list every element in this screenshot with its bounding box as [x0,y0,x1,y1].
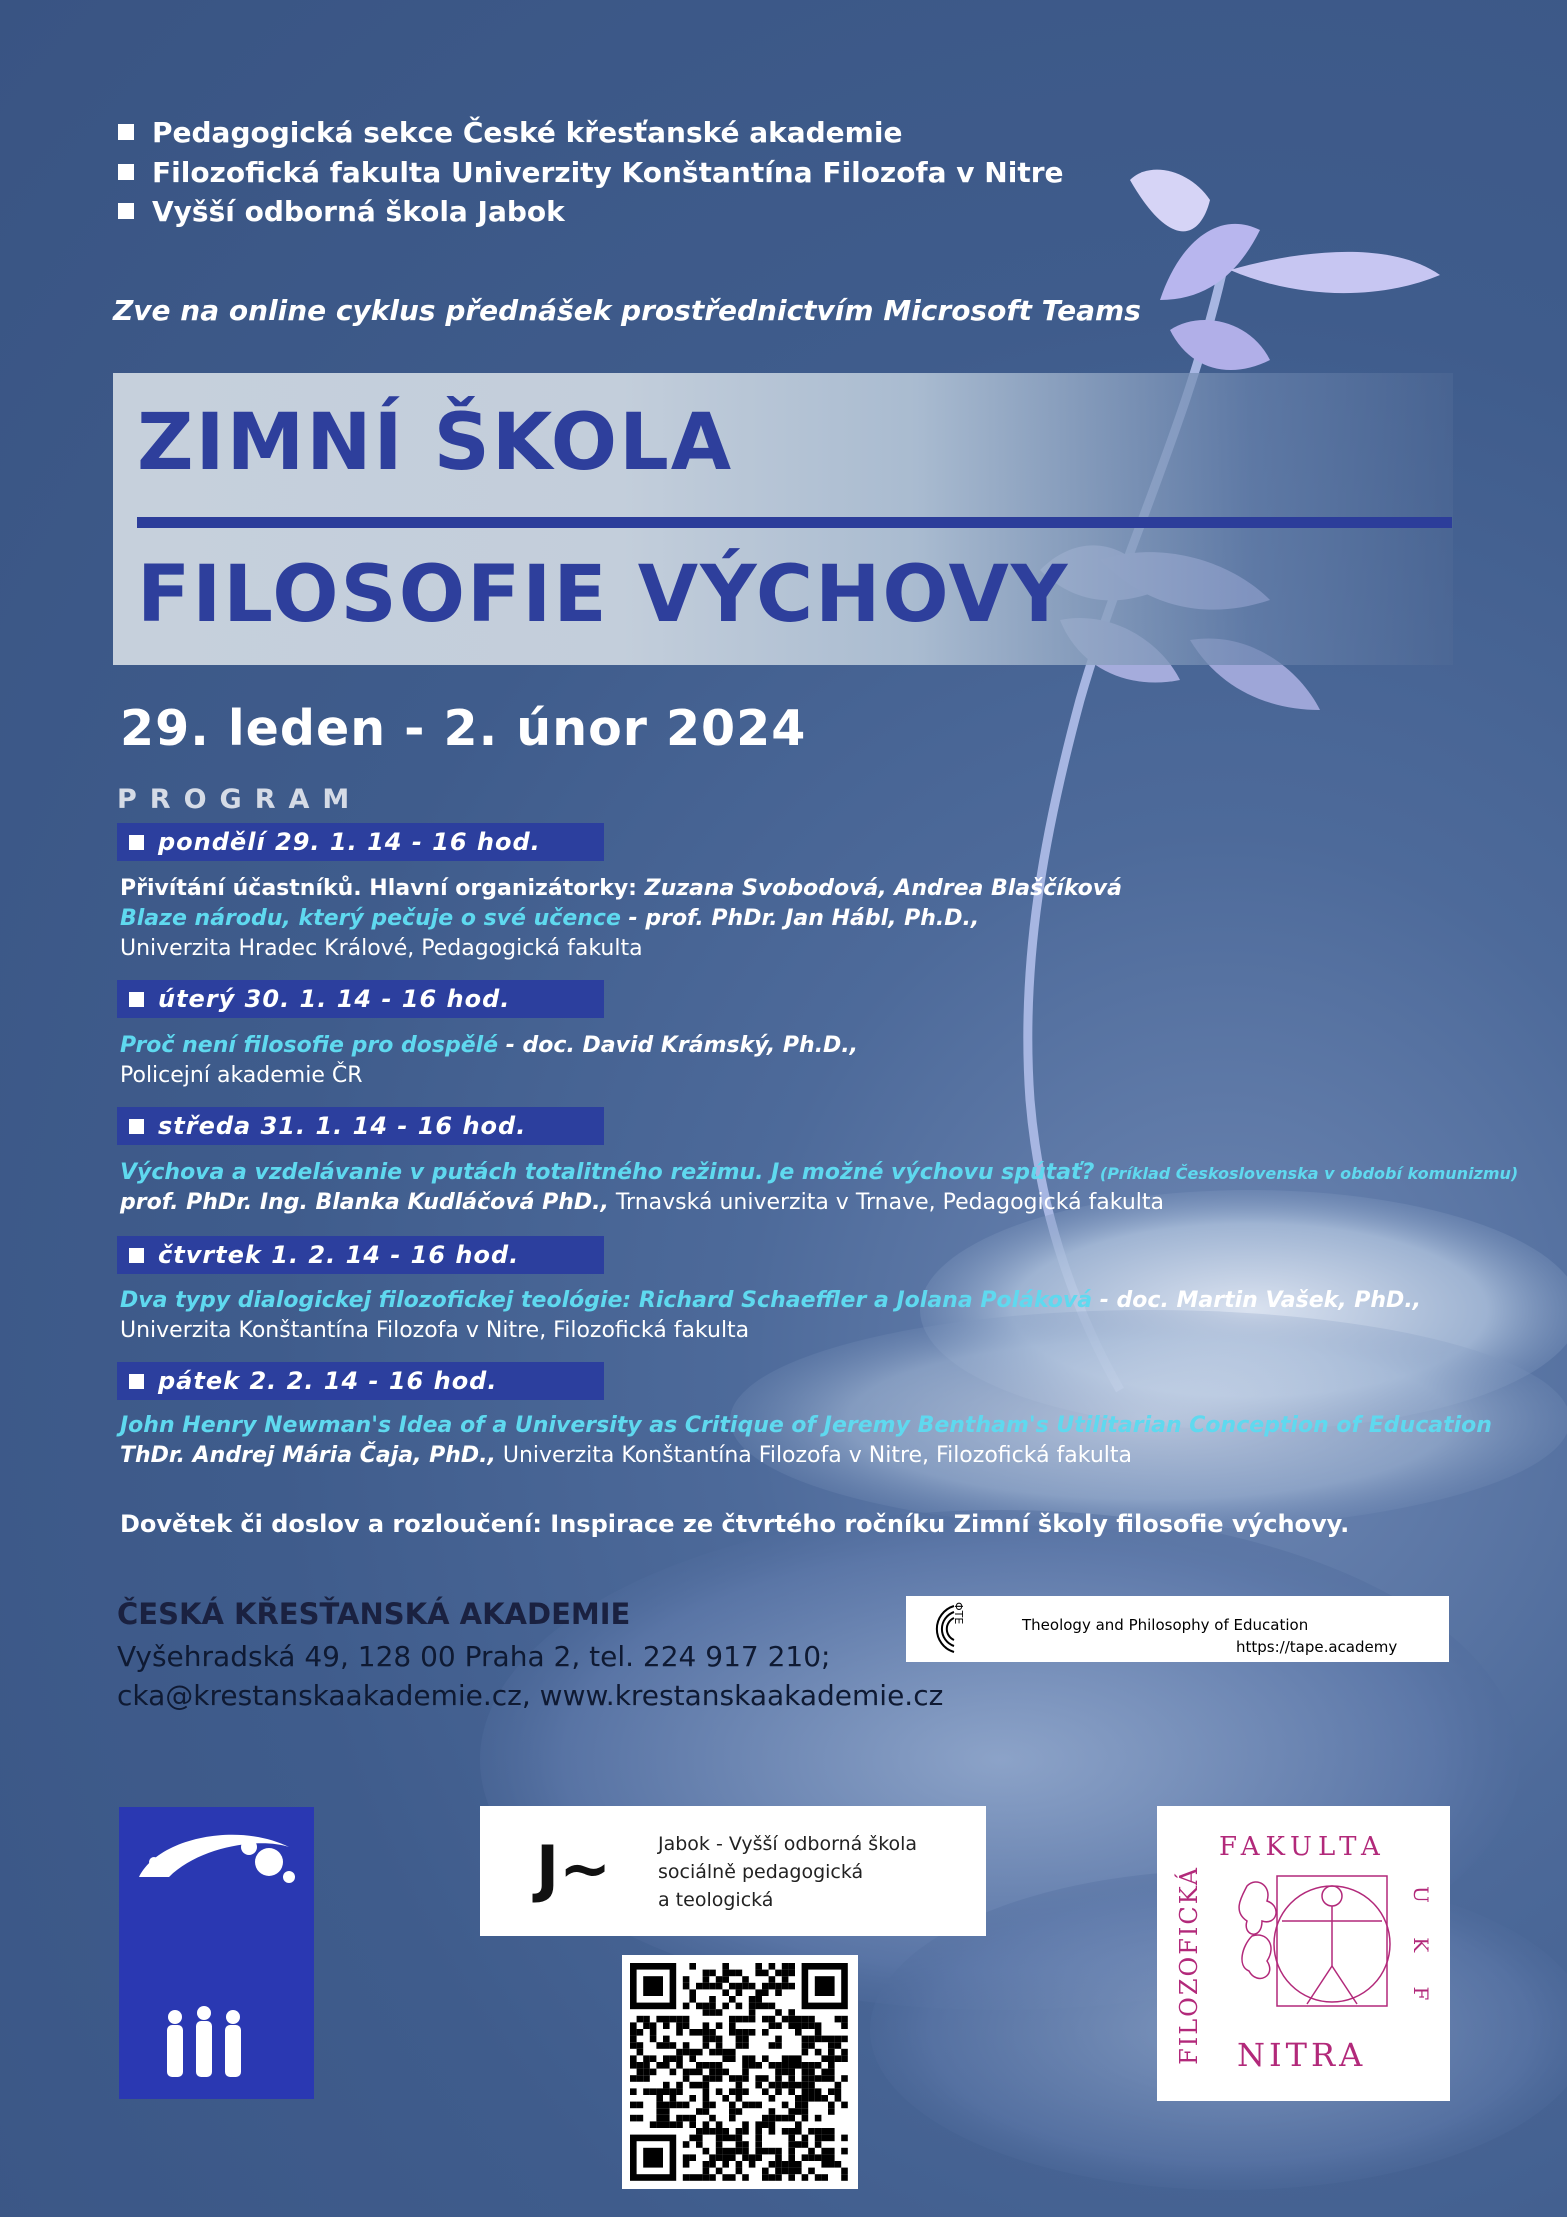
vitruvian-figure-icon [1237,1866,1397,2026]
cka-address: Vyšehradská 49, 128 00 Praha 2, tel. 224 917 210; [117,1640,831,1673]
welcome-line [120,876,1122,901]
nitra-left-text: FILOZOFICKÁ [1175,1866,1203,2065]
nitra-right-text: U K F [1409,1886,1433,2015]
lecture-line [120,1413,1492,1438]
page-title-line2: FILOSOFIE VÝCHOVY [137,550,1070,640]
day-header-wednesday [117,1107,604,1145]
bullet-square-icon [118,124,134,140]
speaker-line [120,1190,1164,1215]
qr-code-icon [622,1955,858,2189]
lecture-title: John Henry Newman's Idea of a University as Critique of Jeremy Bentham's Utilitarian Conception of Education [120,1413,1492,1438]
day-header-text: pátek 2. 2. 14 - 16 hod. [158,1367,498,1395]
organizer-item [118,195,565,228]
bullet-square-icon [129,1119,144,1134]
tape-logo [906,1596,1449,1662]
organizer-item [118,156,1064,189]
lecture-line [120,1033,858,1058]
lecture-speaker: ThDr. Andrej Mária Čaja, PhD., [120,1443,496,1468]
lecture-note: (Príklad Československa v období komunizmu) [1094,1164,1519,1183]
day-header-text: pondělí 29. 1. 14 - 16 hod. [158,828,541,856]
jabok-line: a teologická [658,1889,774,1911]
day-header-tuesday [117,980,604,1018]
bullet-square-icon [118,164,134,180]
day-header-text: středa 31. 1. 14 - 16 hod. [158,1112,527,1140]
tape-url[interactable]: https://tape.academy [1236,1638,1398,1656]
ukf-nitra-logo [1157,1806,1450,2101]
organizer-item [118,116,902,149]
lecture-speaker: - doc. David Krámský, Ph.D., [498,1033,859,1058]
jabok-line: sociálně pedagogická [658,1861,864,1883]
lecture-title: Proč není filosofie pro dospělé [120,1033,499,1058]
lecture-line [120,1288,1421,1313]
jabok-text [658,1830,917,1914]
lecture-speaker: - prof. PhDr. Jan Hábl, Ph.D., [620,906,980,931]
lecture-title: Dva typy dialogickej filozofickej teológie: Richard Schaeffler a Jolana Poláková [120,1288,1093,1313]
day-header-text: čtvrtek 1. 2. 14 - 16 hod. [158,1241,520,1269]
affiliation-line: Policejní akademie ČR [120,1063,363,1088]
bullet-square-icon [129,1248,144,1263]
welcome-prefix: Přivítání účastníků. Hlavní organizátorky: [120,876,637,901]
page-title-line1: ZIMNÍ ŠKOLA [137,398,734,488]
organizer-text: Filozofická fakulta Univerzity Konštantína Filozofa v Nitre [152,156,1064,189]
jabok-logo [480,1806,986,1936]
organizer-text: Pedagogická sekce České křesťanské akademie [152,116,903,149]
nitra-top-text: FAKULTA [1219,1832,1386,1862]
day-header-friday [117,1362,604,1400]
cka-logo [119,1807,314,2099]
nitra-bottom-text: NITRA [1237,2036,1367,2074]
lecture-line [120,906,979,931]
lecture-line [120,1160,1518,1185]
lecture-title: Blaze národu, který pečuje o své učence [120,906,621,931]
qr-code[interactable] [622,1955,858,2189]
jabok-line: Jabok - Vyšší odborná škola [658,1833,918,1855]
speaker-affiliation: Trnavská univerzita v Trnave, Pedagogická fakulta [608,1190,1164,1215]
invite-text: Zve na online cyklus přednášek prostřednictvím Microsoft Teams [113,294,1141,327]
day-header-monday [117,823,604,861]
speaker-line [120,1443,1132,1468]
cka-web-link[interactable]: cka@krestanskaakademie.cz, www.krestanskaakademie.cz [117,1679,944,1712]
bullet-square-icon [129,992,144,1007]
lecture-speaker: - doc. Martin Vašek, PhD., [1092,1288,1422,1313]
bullet-square-icon [129,1374,144,1389]
bullet-square-icon [118,203,134,219]
title-divider [137,517,1452,528]
cka-name: ČESKÁ KŘESŤANSKÁ AKADEMIE [117,1597,631,1631]
tape-mark-text: ΦΤΕ [952,1602,965,1625]
day-header-thursday [117,1236,604,1274]
organizer-text: Vyšší odborná škola Jabok [152,195,565,228]
jabok-mark: J~ [536,1832,612,1905]
closing-note: Dovětek či doslov a rozloučení: Inspirace ze čtvrtého ročníku Zimní školy filosofie výchovy. [120,1510,1350,1538]
affiliation-line: Univerzita Konštantína Filozofa v Nitre, Filozofická fakulta [120,1318,750,1343]
program-heading: PROGRAM [117,784,363,815]
lecture-title: Výchova a vzdelávanie v putách totalitného režimu. Je možné výchovu spútať? [120,1160,1095,1185]
affiliation-line: Univerzita Hradec Králové, Pedagogická fakulta [120,936,643,961]
bullet-square-icon [129,835,144,850]
speaker-affiliation: Univerzita Konštantína Filozofa v Nitre, Filozofická fakulta [495,1443,1133,1468]
organizer-names: Zuzana Svobodová, Andrea Blaščíková [636,876,1122,901]
tape-name: Theology and Philosophy of Education [1022,1616,1309,1634]
event-dates: 29. leden - 2. únor 2024 [120,700,807,757]
day-header-text: úterý 30. 1. 14 - 16 hod. [158,985,511,1013]
comet-figures-icon [119,1807,314,2099]
lecture-speaker: prof. PhDr. Ing. Blanka Kudláčová PhD., [120,1190,609,1215]
